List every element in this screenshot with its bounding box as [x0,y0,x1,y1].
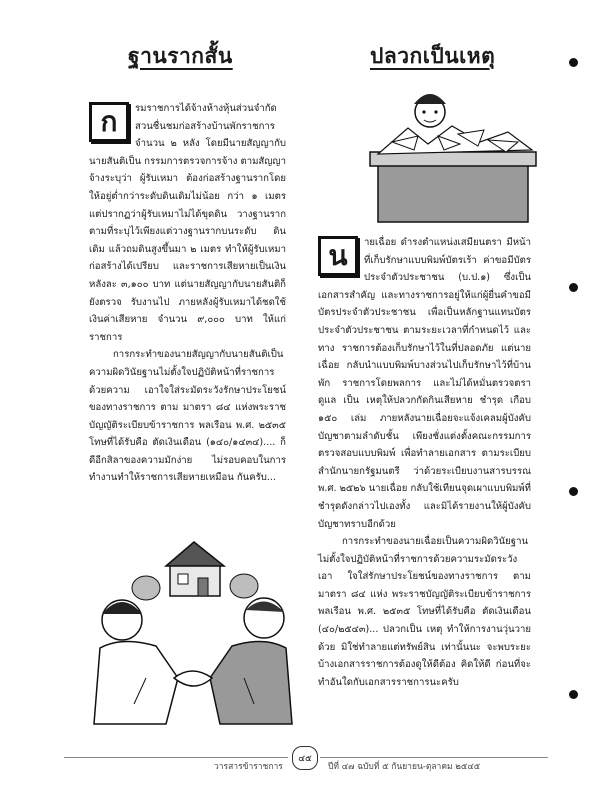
left-article-title: ฐานรากสั้น [128,44,233,68]
margin-dot-icon [569,487,578,496]
handshake-illustration [86,528,300,728]
right-paragraph-2: การกระทำของนายเฉื่อยเป็นความผิดวินัยฐาน ไม่ตั้งใจปฏิบัติหน้าที่ราชการด้วยความระมัดระวังเอา ใจใส่รักษาประโยชน์ของทางราชการ ตามมาตรา ๘๔ แห่ง พระราชบัญญัติระเบียบข้าราชการพลเรือน พ.ศ. ๒๕๓๕ โทษที่ได้รับคือ ตัดเงินเดือน (๔๐/๒๕๔๓)... ปลวกเป็น เหตุ ทำให้การงานวุ่นวายด้วย มิใช่ทำลายแต่ทรัพย์สิน เท่านั้นนะ จะพบระยะบ้างเอกสารราชการต้องดูให้ดีต้อง คิดให้ดี ก่อนที่จะทำอันใดกับเอกสารราชการนะครับ [318,536,531,688]
left-dropcap: ก [89,102,129,142]
right-article-body [318,234,531,691]
footer-journal-name: วารสารข้าราชการ [214,762,283,772]
footer-issue-info: ปีที่ ๔๗ ฉบับที่ ๕ กันยายน-ตุลาคม ๒๕๔๕ [328,762,481,772]
margin-dot-icon [569,690,578,699]
footer-rule-right [320,757,548,758]
page-number: ๔๕ [292,746,318,770]
margin-dot-icon [569,58,578,67]
right-article-title: ปลวกเป็นเหตุ [370,44,496,68]
paperwork-illustration [348,84,538,224]
margin-dot-icon [569,283,578,292]
left-paragraph-1: รมราชการได้จ้างห้างหุ้นส่วนจำกัด สวนชื่นชมก่อสร้างบ้านพักราชการ จำนวน ๒ หลัง โดยมีนายสัญญากับนายสันติเป็น กรรมการตรวจการจ้าง ตามสัญญาจ้างระบุว่า ผู้รับเหมา ต้องก่อสร้างฐานรากโดยให้อยู่ต่ำกว่าระดับดินเดิมไม่น้อย กว่า ๑ เมตร แต่ปรากฏว่าผู้รับเหมาไม่ได้ขุดดิน วางฐานรากตามที่ระบุไว้เพียงแต่วางฐานรากบนระดับ ดินเดิม แล้วถมดินสูงขึ้นมา ๒ เมตร ทำให้ผู้รับเหมา ก่อสร้างได้เปรียบ และราชการเสียหายเป็นเงินหลังละ ๓,๑๐๐ บาท แต่นายสัญญากับนายสันติก็ยังตรวจ รับงานไป ภายหลังผู้รับเหมาได้ชดใช้เงินค่าเสียหาย จำนวน ๙,๐๐๐ บาท ให้แก่ราชการ [89,103,286,343]
left-paragraph-2: การกระทำของนายสัญญากับนายสันติเป็น ความผิดวินัยฐานไม่ตั้งใจปฏิบัติหน้าที่ราชการด้วยความ เอาใจใส่ระมัดระวังรักษาประโยชน์ของทางราชการ ตาม มาตรา ๘๔ แห่งพระราชบัญญัติระเบียบข้าราชการ พลเรือน พ.ศ. ๒๕๓๕ โทษที่ได้รับคือ ตัดเงินเดือน (๑๔๐/๑๔๓๔).... ก็ดีอีกสิลาของความมักง่าย ไม่รอบคอบในการทำงานทำให้ราชการเสียหายเหมือน กันครับ... [89,349,286,484]
right-dropcap: น [318,236,358,276]
footer-rule-left [64,757,288,758]
left-article-body [89,100,286,487]
right-paragraph-1: ายเฉื่อย ดำรงตำแหน่งเสมียนตรา มีหน้าที่เก็บรักษาแบบพิมพ์บัตรเร้า ค่าขอมีบัตรประจำตัวประชาชน (บ.ป.๑) ซึ่งเป็น เอกสารสำคัญ และทางราชการอยู่ให้แก่ผู้ยื่นคำขอมี บัตรประจำตัวประชาชน เพื่อเป็นหลักฐานแทนบัตร ประจำตัวประชาชน ตามระยะเวลาที่กำหนดไว้ และทาง ราชการต้องเก็บรักษาไว้ในที่ปลอดภัย แต่นายเฉื่อย กลับนำแบบพิมพ์บางส่วนไปเก็บรักษาไว้ที่บ้านพัก ราชการโดยพลการ และไม่ได้หมั่นตรวจตราดูแล เป็น เหตุให้ปลวกกัดกินเสียหาย ชำรุด เกือบ ๑๕๐ เล่ม ภายหลังนายเฉื่อยจะแจ้งเคลมผู้บังคับบัญชาตามลำดับชั้น เพียงชั่งแต่งตั้งคณะกรรมการตรวจสอบแบบพิมพ์ เพื่อทำลายเอกสาร ตามระเบียบสำนักนายกรัฐมนตรี ว่าด้วยระเบียบงานสารบรรณ พ.ศ. ๒๕๒๖ นายเฉื่อย กลับใช้เทียนจุดเผาแบบพิมพ์ที่ชำรุดดังกล่าวไปเองทั้ง และมิได้รายงานให้ผู้บังคับบัญชาทราบอีกด้วย [318,237,531,530]
